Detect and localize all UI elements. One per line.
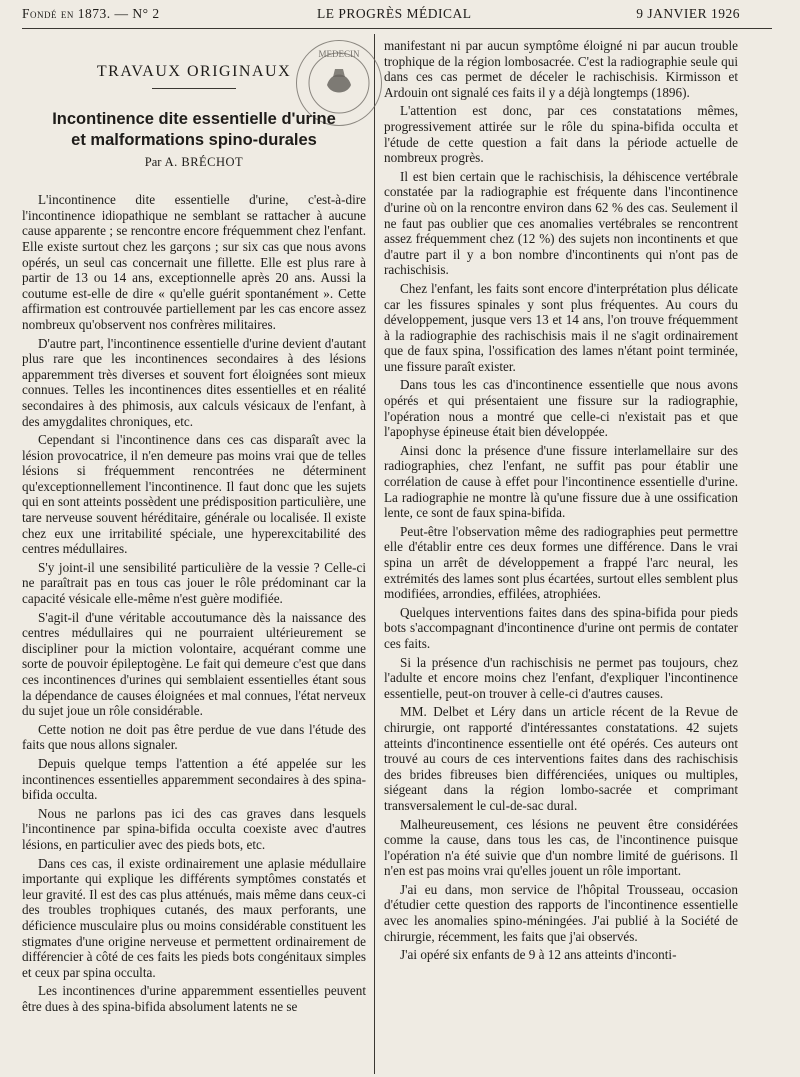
paragraph: D'autre part, l'incontinence essentielle d'urine devient d'autant plus rare que les incontinences secondaires à des lésions apparemment très diverses et souvent fort éloignées sont mieux connues. Telles les incontinences dites essentielles et en réalité secondaires à des phimosis, aux calculs vésicaux de l'enfant, à des amygdalites chroniques, etc. (22, 335, 366, 429)
left-paragraphs (22, 192, 366, 1014)
byline (22, 155, 366, 171)
running-header (22, 6, 740, 28)
paragraph: Chez l'enfant, les faits sont encore d'interprétation plus délicate car les fissures spinales y sont plus fréquentes. Au cours du développement, jusque vers 13 et 14 ans, l'on trouve fréquemment à la radiographie des rachischisis mais il ne s'agit ordinairement que de faux spina, l'ossification des lames n'étant point terminée, une fissure paraît exister. (384, 280, 738, 374)
header-rule (22, 28, 772, 29)
paragraph: manifestant ni par aucun symptôme éloigné ni par aucun trouble trophique de la région lombosacrée. C'est la radiographie seule qui dans ces cas permet de déceler le rachischisis. Kirmisson et Ardouin ont signalé ces faits il y a déjà longtemps (1896). (384, 38, 738, 100)
header-founded: Fondé en 1873. — N° 2 (22, 6, 160, 21)
paragraph: J'ai opéré six enfants de 9 à 12 ans atteints d'inconti- (400, 947, 677, 963)
article-title-line2: et malformations spino-durales (71, 130, 317, 149)
paragraph: L'attention est donc, par ces constatations mêmes, progressivement attirée sur le rôle du spina-bifida occulta et l'étude de cette question a fait dans la période actuelle de nombreux progrès. (384, 103, 738, 166)
stamp-text: MEDECIN (318, 49, 360, 59)
right-column (384, 38, 738, 966)
paragraph: Dans tous les cas d'incontinence essentielle que nous avons opérés et qui présentaient une fissure sur la radiographie, l'opération nous a montré que celle-ci n'existait pas et que l'apophyse épineuse était bien développée. (384, 377, 738, 440)
paragraph: Depuis quelque temps l'attention a été appelée sur les incontinences essentielles apparemment secondaires à des spina-bifida occulta. (22, 755, 366, 803)
article-title-line1: Incontinence dite essentielle d'urine (52, 109, 336, 128)
section-rule (152, 88, 236, 89)
paragraph: J'ai eu dans, mon service de l'hôpital Trousseau, occasion d'étudier cette question des rapports de l'incontinence essentielle avec les anomalies spino-méningées. J'ai publié à la Société de chirurgie, récemment, les faits que j'ai observés. (384, 881, 738, 944)
column-divider (374, 34, 375, 1074)
paragraph: Quelques interventions faites dans des spina-bifida pour pieds bots s'accompagnant d'incontinence d'urine ont permis de contater ces faits. (384, 604, 738, 651)
left-column (22, 34, 366, 1017)
header-journal-title: LE PROGRÈS MÉDICAL (317, 6, 472, 21)
paragraph: Nous ne parlons pas ici des cas graves dans lesquels l'incontinence par spina-bifida occulta coexiste avec d'autres lésions, en particulier avec des pieds bots, etc. (22, 805, 366, 852)
paragraph: Ainsi donc la présence d'une fissure interlamellaire sur des radiographies, chez l'enfant, ne suffit pas pour établir une corrélation de cause à effet pour l'incontinence essentielle d'urine. La radiographie ne montre là qu'une fissure due à une ossification lente, ce sont de faux spina-bifida. (384, 442, 738, 521)
paragraph: S'agit-il d'une véritable accoutumance dès la naissance des centres médullaires qui ne pourraient ultérieurement se discipliner pour la miction volontaire, acquérant comme une sorte de pouvoir épileptogène. Le fait qui demeure c'est que dans ces incontinences d'urines qui semblaient essentielles étant sous la dépendance de causes éloignées et mal connues, l'état nerveux du sujet joue un rôle considérable. (22, 609, 366, 719)
paragraph: Les incontinences d'urine apparemment essentielles peuvent être dues à des spina-bifida absolument latents ne se (22, 983, 366, 1014)
paragraph: S'y joint-il une sensibilité particulière de la vessie ? Celle-ci ne paraîtrait pas en tous cas jouer le rôle prédominant car la capacité vésicale elle-même n'est guère modifiée. (22, 559, 366, 607)
paragraph: Il est bien certain que le rachischisis, la déhiscence vertébrale constatée par la radiographie est fréquente dans l'incontinence d'urine où on la rencontre environ dans 62 % des cas. Seulement il ne faut pas oublier que ces anomalies vertébrales se rencontrent assez fréquemment chez (12 %) des sujets non incontinents et que d'autre part il y a bon nombre d'incontinents qui n'ont pas de rachischisis. (384, 168, 738, 278)
article-title (22, 109, 366, 151)
paragraph: Cette notion ne doit pas être perdue de vue dans l'étude des faits que nous allons signaler. (22, 721, 366, 753)
header-date: 9 JANVIER 1926 (636, 6, 740, 21)
byline-prefix: Par (144, 154, 162, 169)
paragraph: Malheureusement, ces lésions ne peuvent être considérées comme la cause, dans tous les cas, de l'incontinence puisque l'opération n'a été suivie que d'un nombre limité de guérisons. Il n'en est pas moins vrai qu'elles jouent un rôle important. (384, 816, 738, 879)
author-name: A. BRÉCHOT (164, 154, 244, 169)
paragraph: Si la présence d'un rachischisis ne permet pas toujours, chez l'adulte et encore moins chez l'enfant, d'expliquer l'incontinence essentielle, peut-on trouver à celle-ci d'autres causes. (384, 654, 738, 701)
paragraph: Dans ces cas, il existe ordinairement une aplasie médullaire importante qui explique les différents symptômes constatés et leur gravité. Il est des cas plus atténués, mais même dans ceux-ci des troubles trophiques cutanés, des maux perforants, une déficience musculaire plus ou moins considérable constituent les stigmates d'une origine nerveuse et permettent ordinairement de différencier à côté de ces faits les pieds bots congénitaux simples et ceux par spina occulta. (22, 855, 366, 980)
paragraph: MM. Delbet et Léry dans un article récent de la Revue de chirurgie, ont rapporté d'intéressantes constatations. 42 sujets atteints d'incontinence essentielle ont été opérés. Ces auteurs ont trouvé au cours de ces interventions faites dans des rachischisis des brides fibreuses bien différenciées, uniques ou multiples, siégeant dans la région lombo-sacrée et comprimant transversalement le cul-de-sac dural. (384, 704, 738, 813)
section-title: TRAVAUX ORIGINAUX (96, 63, 292, 80)
paragraph: Cependant si l'incontinence dans ces cas disparaît avec la lésion provocatrice, il n'en demeure pas moins vrai que de telles lésions si fréquemment rencontrées ne déterminent qu'exceptionnellement l'incontinence. Il faut donc que les sujets qui en sont atteints possèdent une prédisposition particulière, une tare nerveuse souvent héréditaire, générale ou localisée. Il existe chez eux une irritabilité spéciale, une hyperexcitabilité des centres médullaires. (22, 432, 366, 557)
paragraph: L'incontinence dite essentielle d'urine, c'est-à-dire l'incontinence idiopathique ne semblant se rattacher à aucune cause apparente ; se rencontre encore fréquemment chez l'enfant. Elle existe surtout chez les garçons ; sur six cas que nous avons opérés, un seul cas concernait une fillette. Elle est plus rare à partir de 13 ou 14 ans, exceptionnelle après 20 ans. Aussi la coutume est-elle de dire « qu'elle guérit spontanément ». Cette affirmation est controuvée partiellement par les cas encore assez nombreux qu'observent nos confrères militaires. (22, 192, 366, 332)
paragraph: Peut-être l'observation même des radiographies peut permettre elle d'établir entre ces deux formes une différence. Dans le vrai spina un arrêt de développement a frappé l'arc neural, les extrémités des lames sont plus écartées, surtout elles semblent plus modifiées, arrondies, effilées, atrophiées. (384, 523, 738, 602)
